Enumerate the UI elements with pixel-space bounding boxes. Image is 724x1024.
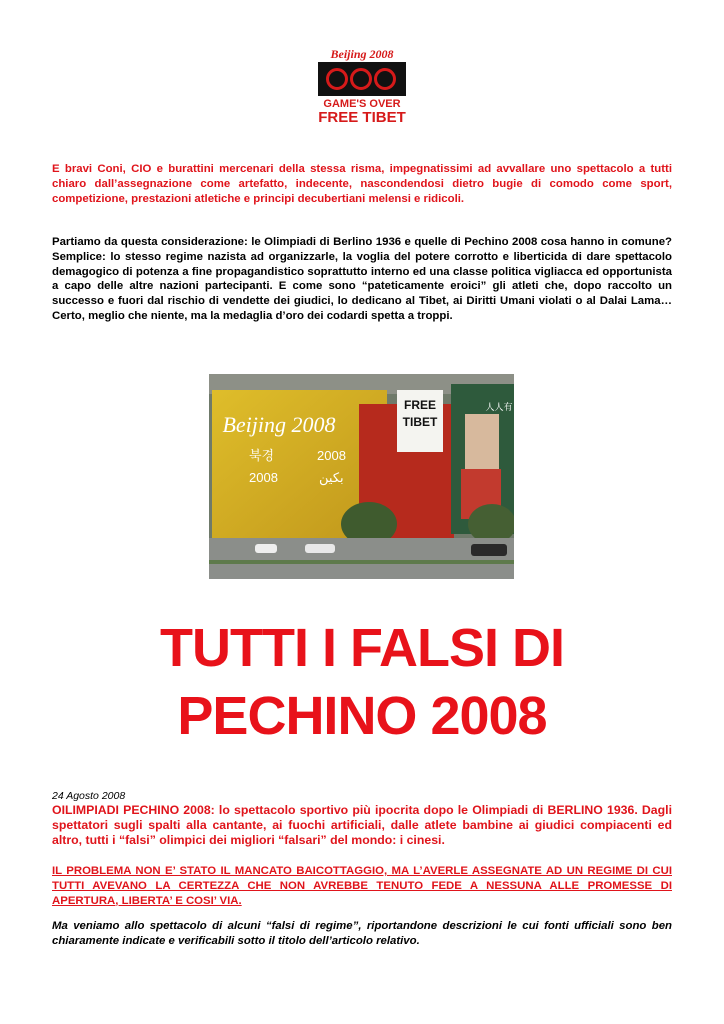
sign-line-2: TIBET [402,415,438,429]
comparison-paragraph: Partiamo da questa considerazione: le Olimpiadi di Berlino 1936 e quelle di Pechino 2008 cosa hanno in comune? Semplice: lo stesso regime nazista ad organizzarle, la voglia del potere corrotto e liberticida di dare spettacolo demagogico di potenza a fine propagandistico soprattutto interno ed una classe politica vigliacca ed opportunista a capo delle altre nazioni partecipanti. E come sono “pateticamente eroici” gli atleti che, dopo raccolto un successo e fuori dal rischio di vendette dei giudici, lo dedicano al Tibet, ai Diritti Umani violati o al Dalai Lama… Certo, meglio che niente, ma la medaglia d’oro dei codardi spetta a troppi. [52,236,672,322]
games-over-free-tibet-logo [314,47,410,133]
banner-korean-text: 북경 [249,449,275,464]
lead-paragraph: OILIMPIADI PECHINO 2008: lo spettacolo sportivo più ipocrita dopo le Olimpiadi di BERLINO 1936. Dagli spettatori sugli spalti alla cantante, ai fuochi artificiali, dalle atlete bambine ai giudici compiacenti ed altro, tutti i “falsi” olimpici dei migliori “falsari” del mondo: i cinesi. [52,803,672,847]
closing-paragraph: Ma veniamo allo spettacolo di alcuni “falsi di regime”, riportandone descrizioni le cui fonti ufficiali sono ben chiaramente indicate e verificabili sotto il titolo dell’articolo relativo. [52,920,672,947]
poster-characters: 人人有 [485,403,513,413]
sign-line-1: FREE [403,398,437,412]
main-title-line-2: PECHINO 2008 [177,686,547,746]
logo-rings-band [318,62,406,96]
olympic-ring-icon [326,68,348,90]
main-title-line-1: TUTTI I FALSI DI [160,618,564,678]
logo-line-1: GAME'S OVER [323,98,401,110]
beijing-free-tibet-photo [209,374,514,579]
logo-top-text: Beijing 2008 [330,47,394,61]
banner-year-1: 2008 [317,448,346,463]
article-date: 24 Agosto 2008 [52,790,126,802]
banner-year-2: 2008 [249,470,278,485]
problem-paragraph: IL PROBLEMA NON E’ STATO IL MANCATO BAICOTTAGGIO, MA L’AVERLE ASSEGNATE AD UN REGIME DI CUI TUTTI AVEVANO LA CERTEZZA CHE NON AVREBBE TENUTO FEDE A NESSUNA ALLE PROMESSE DI APERTURA, LIBERTA’ E COSI’ VIA. [52,865,672,907]
logo-line-2: FREE TIBET [318,109,406,126]
olympic-ring-icon [350,68,372,90]
banner-beijing-text: Beijing 2008 [222,412,336,437]
banner-arabic-text: بكين [319,471,344,486]
intro-paragraph: E bravi Coni, CIO e burattini mercenari della stessa risma, impegnatissimi ad avvallare uno spettacolo a tutti chiaro dall’assegnazione come artefatto, indecente, nascondendosi dietro bugie di comodo come sport, competizione, prestazioni atletiche e principi decubertiani melensi e ridicoli. [52,163,672,205]
olympic-ring-icon [374,68,396,90]
